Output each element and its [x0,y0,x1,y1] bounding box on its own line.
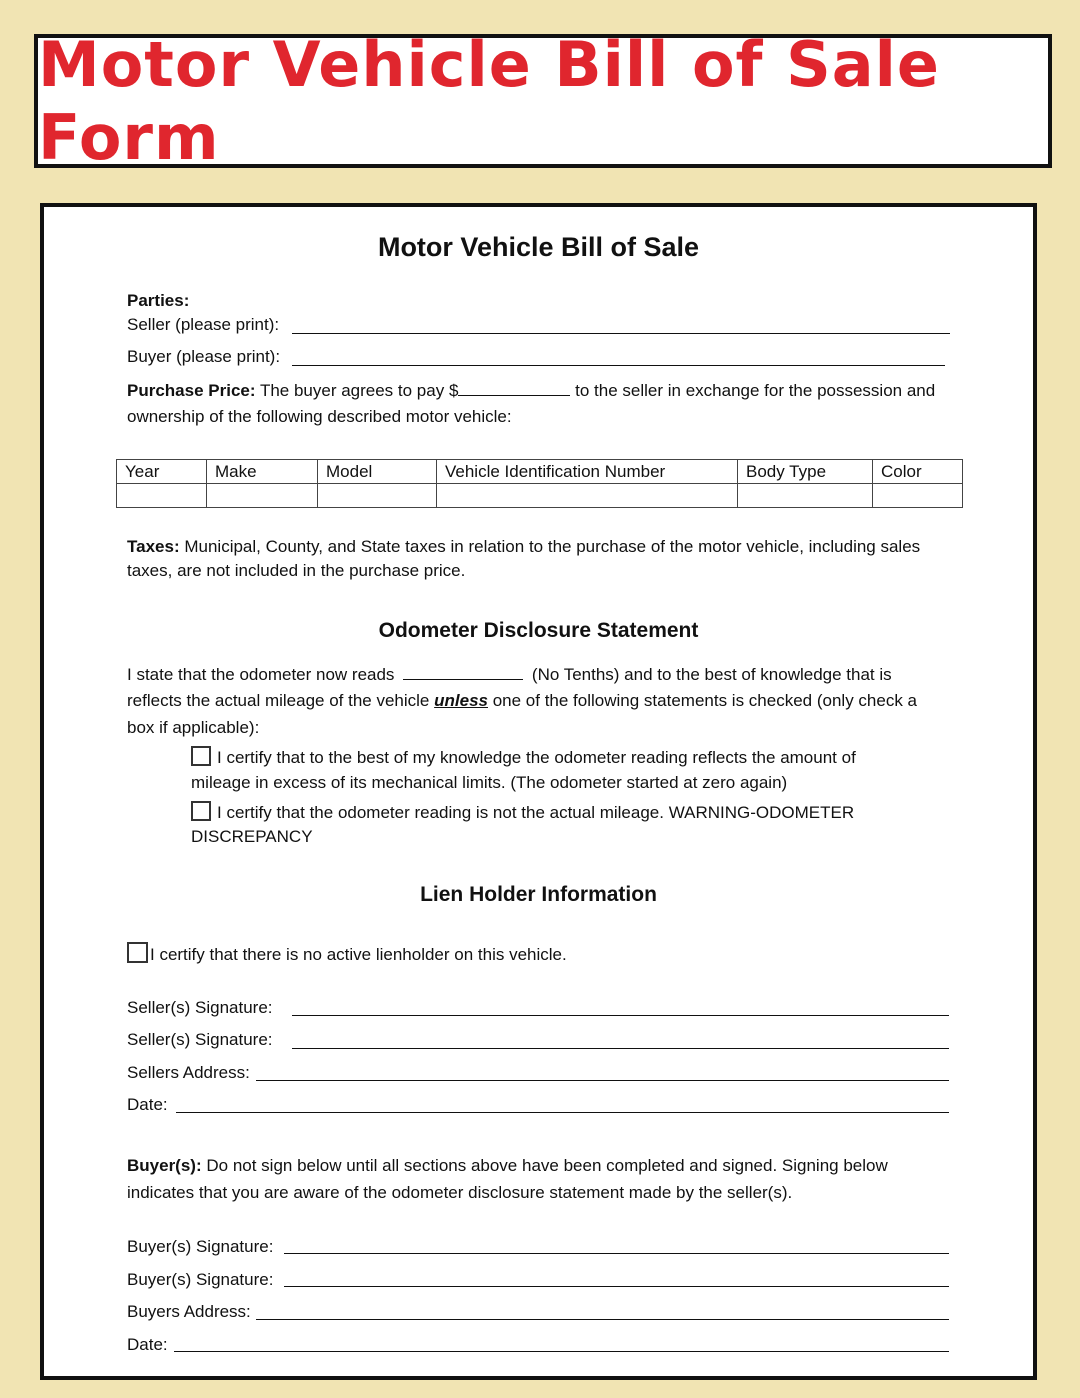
odometer-reading-field[interactable] [403,665,523,680]
seller-name-field[interactable] [292,333,950,334]
purchase-price-label: Purchase Price: [127,381,256,400]
seller-date-field[interactable] [176,1112,949,1113]
buyer-signature-field-2[interactable] [284,1286,949,1287]
banner-title: Motor Vehicle Bill of Sale Form [38,28,940,174]
buyer-address-field[interactable] [256,1319,949,1320]
seller-signature-label-2: Seller(s) Signature: [127,1030,273,1049]
no-lienholder-checkbox[interactable] [127,942,148,963]
form-document [40,203,1037,1380]
odometer-line-3: box if applicable): [127,718,260,737]
taxes-label: Taxes: [127,537,180,556]
seller-label: Seller (please print): [127,315,280,334]
buyers-notice-2: indicates that you are aware of the odometer disclosure statement made by the seller(s). [127,1183,793,1202]
col-color: Color [873,460,963,484]
cert-not-actual-mileage: I certify that the odometer reading is not the actual mileage. WARNING-ODOMETER [191,801,854,821]
cert-mechanical-limits-2: mileage in excess of its mechanical limits. (The odometer started at zero again) [191,773,788,792]
lien-heading: Lien Holder Information [420,883,657,906]
buyer-label: Buyer (please print): [127,347,281,366]
taxes-line-2: taxes, are not included in the purchase price. [127,561,466,580]
body-type-cell[interactable] [738,484,873,508]
buyer-date-label: Date: [127,1335,168,1354]
buyer-signature-label-1: Buyer(s) Signature: [127,1237,274,1256]
seller-address-field[interactable] [256,1080,949,1081]
color-cell[interactable] [873,484,963,508]
year-cell[interactable] [117,484,207,508]
seller-address-label: Sellers Address: [127,1063,250,1082]
vehicle-table [116,459,963,508]
seller-signature-field-1[interactable] [292,1015,949,1016]
vehicle-table-row [117,484,963,508]
odometer-line-1: I state that the odometer now reads (No Tenths) and to the best of knowledge that is [127,665,892,684]
col-vin: Vehicle Identification Number [437,460,738,484]
col-body-type: Body Type [738,460,873,484]
lien-certification: I certify that there is no active lienholder on this vehicle. [127,942,567,963]
price-field[interactable] [458,381,570,396]
buyer-signature-field-1[interactable] [284,1253,949,1254]
title-banner [34,28,1052,174]
mechanical-limits-checkbox[interactable] [191,746,211,766]
odometer-line-2: reflects the actual mileage of the vehicle unless one of the following statements is checked (only check a [127,691,918,710]
not-actual-mileage-checkbox[interactable] [191,801,211,821]
cert-mechanical-limits: I certify that to the best of my knowledge the odometer reading reflects the amount of [191,746,856,766]
col-model: Model [318,460,437,484]
seller-signature-field-2[interactable] [292,1048,949,1049]
buyers-label: Buyer(s): [127,1156,202,1175]
make-cell[interactable] [207,484,318,508]
buyer-date-field[interactable] [174,1351,949,1352]
document-title: Motor Vehicle Bill of Sale [377,232,700,262]
odometer-heading: Odometer Disclosure Statement [378,619,699,642]
taxes-line: Taxes: Municipal, County, and State taxes in relation to the purchase of the motor vehicle, including sales [127,537,921,556]
buyers-notice: Buyer(s): Do not sign below until all sections above have been completed and signed. Signing below [127,1156,888,1175]
unless-emphasis: unless [434,691,488,710]
col-year: Year [117,460,207,484]
seller-date-label: Date: [127,1095,168,1114]
purchase-price-line-2: ownership of the following described motor vehicle: [127,407,512,426]
parties-label: Parties: [127,291,190,310]
buyer-name-field[interactable] [292,365,945,366]
model-cell[interactable] [318,484,437,508]
vin-cell[interactable] [437,484,738,508]
col-make: Make [207,460,318,484]
seller-signature-label-1: Seller(s) Signature: [127,998,273,1017]
buyer-address-label: Buyers Address: [127,1302,251,1321]
cert-not-actual-mileage-2: DISCREPANCY [191,827,313,846]
buyer-signature-label-2: Buyer(s) Signature: [127,1270,274,1289]
vehicle-table-header-row [117,460,963,484]
purchase-price-line: Purchase Price: The buyer agrees to pay $ to the seller in exchange for the possession and [127,381,936,400]
